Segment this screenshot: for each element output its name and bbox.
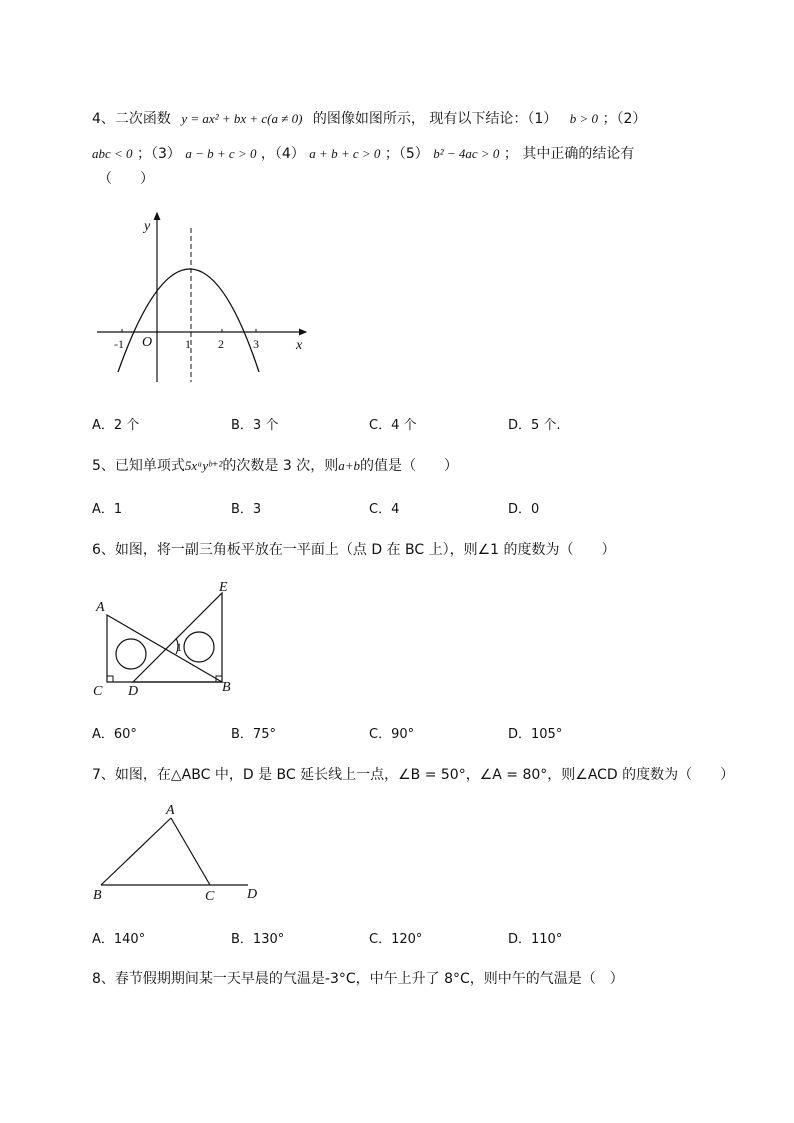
q7-line-ac — [171, 818, 210, 885]
q7-label-c: C — [205, 889, 215, 904]
q6-label-e: E — [219, 580, 228, 595]
q6-option-a[interactable]: A．60° — [92, 727, 137, 742]
q7-text: 7、如图，在△ABC 中，D 是 BC 延长线上一点，∠B = 50°，∠A = 80°，则∠ACD 的度数为（ ） — [92, 767, 735, 783]
q4-c5: b² − 4ac > 0 — [433, 146, 500, 161]
q4-sep1: ；（2） — [602, 111, 647, 127]
q4-post: ； 其中正确的结论有 — [503, 146, 635, 162]
q4-c4: a + b + c > 0 — [309, 146, 381, 161]
q4-label-o: O — [142, 335, 153, 350]
q5-option-b[interactable]: B．3 — [231, 502, 262, 517]
q7-option-a[interactable]: A．140° — [92, 932, 146, 947]
q4-label-x: x — [296, 338, 303, 353]
q4-intro: 4、二次函数 — [92, 111, 171, 127]
q4-c1: b > 0 — [569, 111, 599, 126]
q4-sep2: ；（3） — [137, 146, 181, 162]
q4-option-d[interactable]: D．5 个. — [508, 418, 561, 433]
q6-option-d[interactable]: D．105° — [508, 727, 563, 742]
q5-pre: 5、已知单项式 — [92, 458, 185, 474]
q7-option-c[interactable]: C．120° — [369, 932, 423, 947]
q4-c3: a − b + c > 0 — [185, 146, 257, 161]
q5-post: 的值是（ ） — [360, 458, 458, 474]
q7-label-b: B — [93, 888, 102, 903]
q6-label-c: C — [93, 684, 103, 699]
q5-monomial: 5xᵃyᵇ⁺² — [184, 458, 223, 473]
q4-label-m1: -1 — [114, 337, 124, 351]
q4-sep4: ；（5） — [384, 146, 429, 162]
q4-option-b[interactable]: B．3 个 — [231, 418, 279, 433]
q7-option-b[interactable]: B．130° — [231, 932, 285, 947]
q4-option-a[interactable]: A．2 个 — [92, 418, 140, 433]
q4-answer-paren: （ ） — [98, 171, 154, 187]
q5-ab: a+b — [338, 458, 360, 473]
q7-line-ab — [101, 818, 171, 885]
q5-option-c[interactable]: C．4 — [369, 502, 400, 517]
q5-option-a[interactable]: A．1 — [92, 502, 123, 517]
q6-text: 6、如图，将一副三角板平放在一平面上（点 D 在 BC 上），则∠1 的度数为（ ） — [92, 542, 616, 558]
q4-label-1: 1 — [185, 337, 191, 351]
q7-label-d: D — [247, 887, 258, 902]
q4-label-2: 2 — [218, 337, 224, 351]
q4-sep3: ，（4） — [260, 146, 305, 162]
q4-option-c[interactable]: C．4 个 — [369, 418, 417, 433]
q6-label-1: 1 — [176, 640, 182, 654]
q6-option-c[interactable]: C．90° — [369, 727, 415, 742]
q7-option-d[interactable]: D．110° — [508, 932, 563, 947]
q6-label-d: D — [128, 684, 139, 699]
q7-label-a: A — [166, 803, 175, 818]
q4-intro-post: 的图像如图所示， 现有以下结论：（1） — [312, 111, 558, 127]
q6-label-b: B — [222, 680, 231, 695]
q6-option-b[interactable]: B．75° — [231, 727, 276, 742]
q4-label-3: 3 — [253, 337, 259, 351]
q4-c2: abc < 0 — [92, 146, 133, 161]
q4-label-y: y — [144, 219, 151, 234]
q4-formula: y = ax² + bx + c(a ≠ 0) — [181, 111, 303, 126]
q6-label-a: A — [96, 600, 105, 615]
q5-mid: 的次数是 3 次，则 — [222, 458, 339, 474]
q8-text: 8、春节假期期间某一天早晨的气温是-3°C，中午上升了 8°C，则中午的气温是（ ） — [92, 971, 624, 987]
q5-option-d[interactable]: D．0 — [508, 502, 540, 517]
